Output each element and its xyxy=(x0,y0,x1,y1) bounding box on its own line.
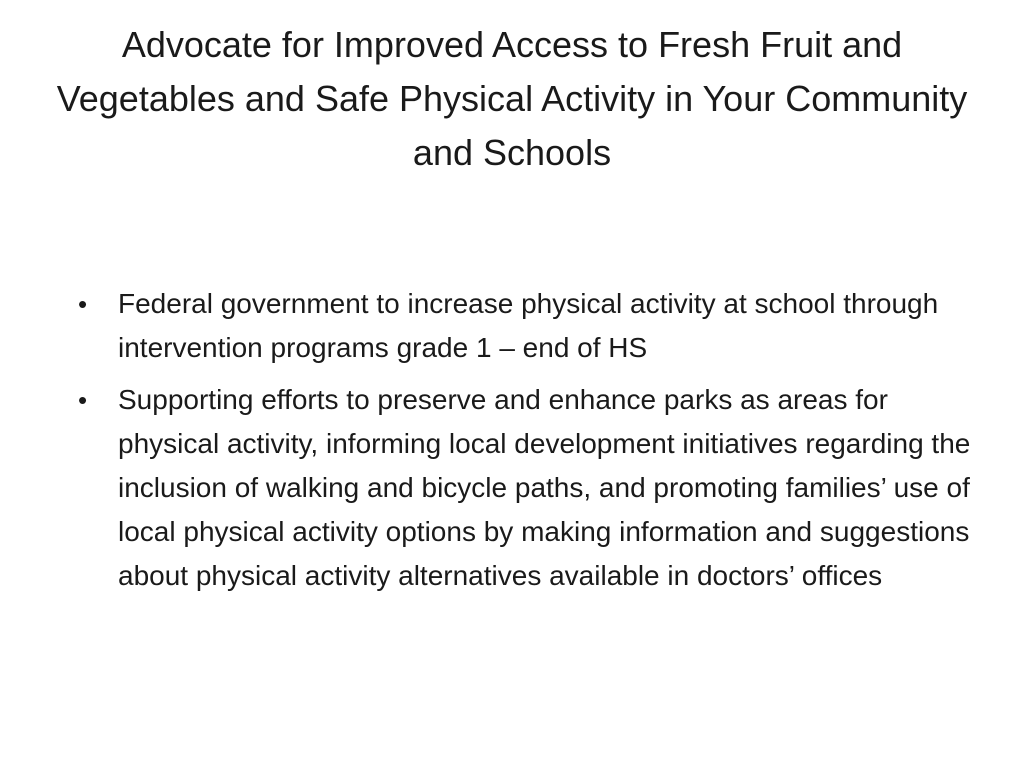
bullet-text: Supporting efforts to preserve and enhance parks as areas for physical activity, informing local development initiatives regarding the inclusion of walking and bicycle paths, and promoting families’ use of local physical activity options by making information and suggestions about physical activity alternatives available in doctors’ offices xyxy=(118,384,971,591)
slide-title: Advocate for Improved Access to Fresh Fruit and Vegetables and Safe Physical Activity in Your Community and Schools xyxy=(56,24,968,173)
bullet-list xyxy=(76,282,996,606)
bullet-text: Federal government to increase physical activity at school through intervention programs grade 1 – end of HS xyxy=(118,288,939,363)
bullet-icon: • xyxy=(78,289,88,319)
bullet-item xyxy=(76,282,996,370)
bullet-icon: • xyxy=(78,385,88,415)
bullet-item xyxy=(76,378,996,598)
